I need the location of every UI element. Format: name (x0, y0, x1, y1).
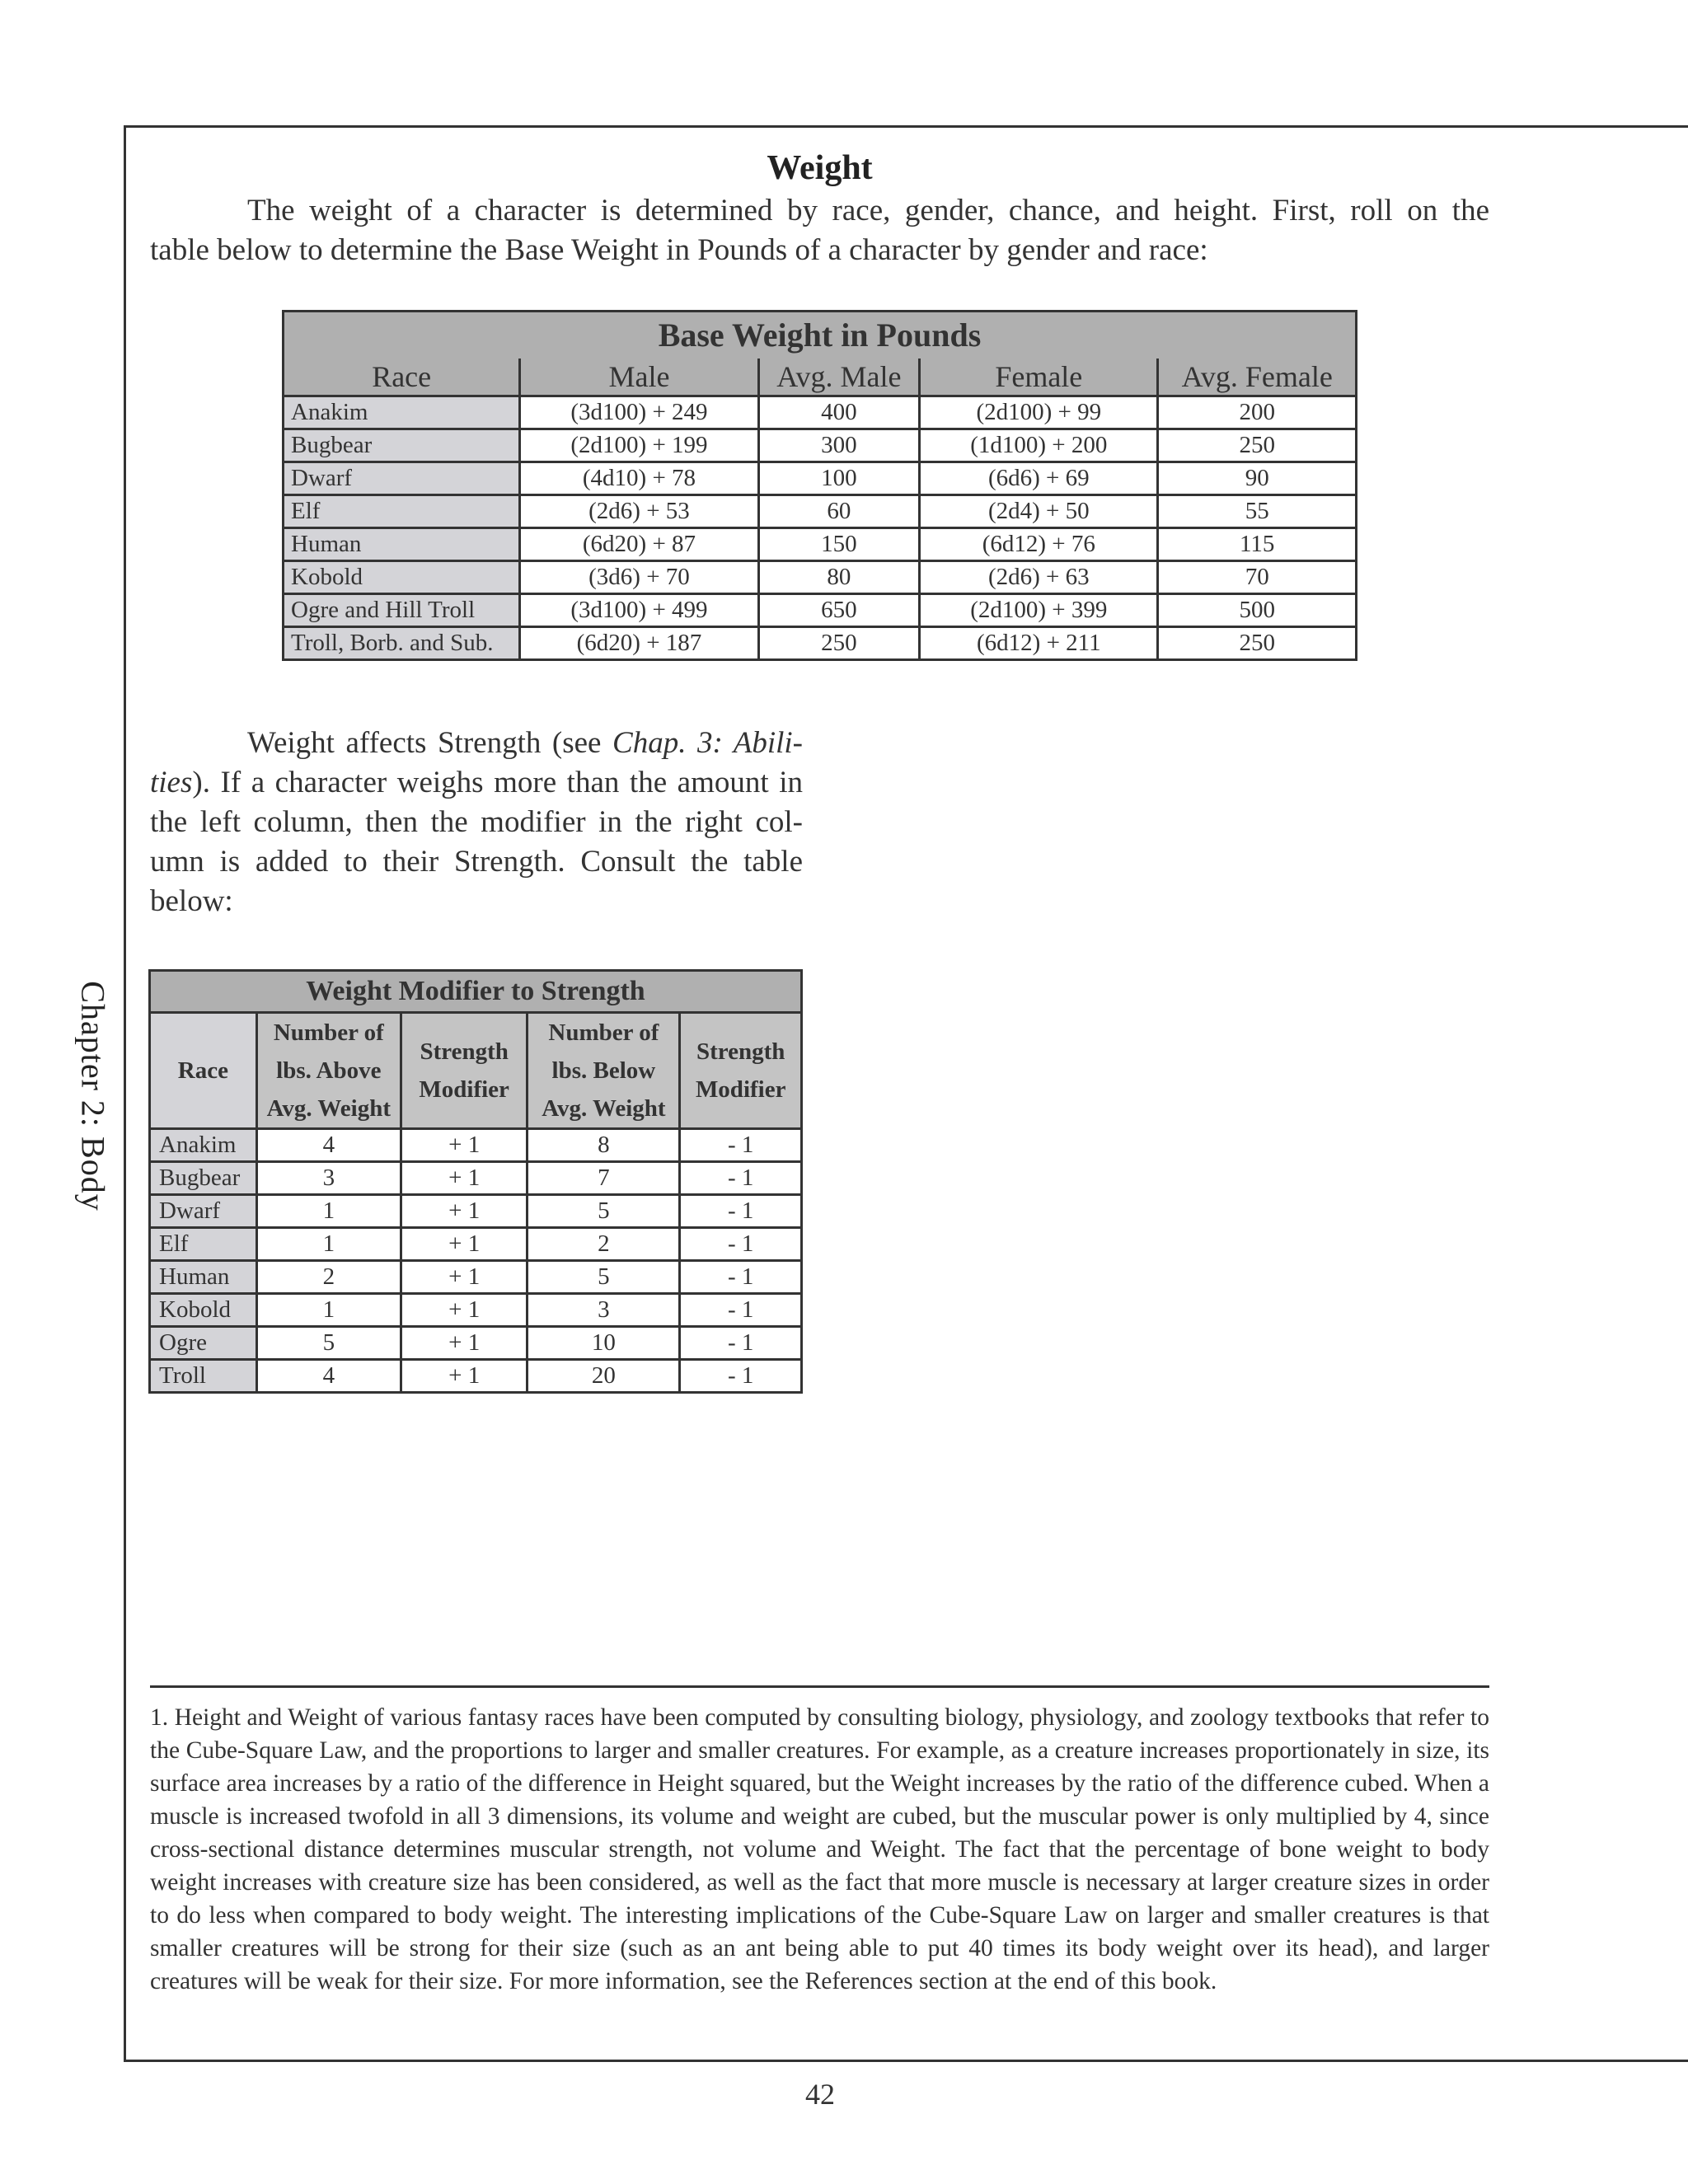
footnote: 1. Height and Weight of various fantasy races have been computed by consulting biology, physiology, and zoology textbooks that refer to the Cube-Square Law, and the proportions to larger and smaller creatures. For example, as a creature increases proportionately in size, its surface area increases by a ratio of the difference in Height squared, but the Weight increases by the ratio of the difference cubed. When a muscle is increased twofold in all 3 dimensions, its volume and weight are cubed, but the muscular power is only multiplied by 4, since cross-sectional distance determines muscular strength, not volume and Weight. The fact that the percentage of bone weight to body weight increases with creature size has been considered, as well as the fact that more muscle is necessary at larger creature sizes in order to do less when compared to body weight. The interesting implications of the Cube-Square Law on larger and smaller creatures is that smaller creatures will be strong for their size (such as an ant being able to put 40 times its body weight over its head), and larger creatures will be weak for their size. For more information, see the References section at the end of this book. (150, 1704, 1489, 1994)
modifier-cell: + 1 (401, 1294, 527, 1327)
lbs-below-cell: 2 (528, 1228, 680, 1261)
race-cell: Bugbear (150, 1162, 257, 1195)
lbs-below-cell: 5 (528, 1261, 680, 1294)
male-formula-cell: (3d100) + 249 (520, 396, 758, 429)
race-cell: Ogre (150, 1327, 257, 1360)
weight-modifier-table (148, 969, 803, 1394)
avg-female-cell: 500 (1158, 594, 1357, 627)
race-cell: Kobold (150, 1294, 257, 1327)
male-formula-cell: (6d20) + 187 (520, 627, 758, 660)
avg-female-cell: 250 (1158, 429, 1357, 462)
lbs-above-cell: 2 (256, 1261, 401, 1294)
lbs-above-cell: 4 (256, 1360, 401, 1393)
table-row (284, 462, 1357, 495)
modifier-cell: + 1 (401, 1228, 527, 1261)
modifier-cell: + 1 (401, 1360, 527, 1393)
strength-paragraph-text-end: ). If a character weighs more than the amount in the left column, then the modifier in the right col-umn is added to their Strength. Consult the table below: (150, 766, 803, 918)
table-row (150, 1228, 802, 1261)
base-weight-caption: Base Weight in Pounds (284, 312, 1357, 359)
lbs-above-cell: 1 (256, 1195, 401, 1228)
female-formula-cell: (6d6) + 69 (920, 462, 1158, 495)
female-formula-cell: (6d12) + 76 (920, 528, 1158, 561)
table-row (150, 1162, 802, 1195)
avg-male-cell: 80 (758, 561, 920, 594)
race-cell: Elf (284, 495, 520, 528)
lbs-above-cell: 4 (256, 1129, 401, 1162)
female-formula-cell: (1d100) + 200 (920, 429, 1158, 462)
lbs-above-cell: 3 (256, 1162, 401, 1195)
column-header: Race (284, 359, 520, 396)
table-row (284, 528, 1357, 561)
lbs-below-cell: 5 (528, 1195, 680, 1228)
modifier-cell: - 1 (680, 1195, 802, 1228)
lbs-above-cell: 1 (256, 1294, 401, 1327)
section-title: Weight (767, 149, 873, 187)
table-row (284, 594, 1357, 627)
modifier-cell: - 1 (680, 1228, 802, 1261)
strength-paragraph-text: Weight affects Strength (see (247, 726, 613, 760)
lbs-above-cell: 5 (256, 1327, 401, 1360)
female-formula-cell: (6d12) + 211 (920, 627, 1158, 660)
modifier-cell: - 1 (680, 1360, 802, 1393)
race-cell: Human (284, 528, 520, 561)
table-row (284, 429, 1357, 462)
avg-female-cell: 200 (1158, 396, 1357, 429)
race-cell: Dwarf (150, 1195, 257, 1228)
modifier-cell: + 1 (401, 1261, 527, 1294)
modifier-cell: + 1 (401, 1195, 527, 1228)
intro-line-1: The weight of a character is determined by race, gender, chance, and height. First, roll on the (247, 194, 1489, 227)
modifier-cell: - 1 (680, 1129, 802, 1162)
avg-male-cell: 250 (758, 627, 920, 660)
base-weight-header-row (284, 359, 1357, 396)
modifier-cell: - 1 (680, 1327, 802, 1360)
table-row (150, 1129, 802, 1162)
lbs-below-cell: 8 (528, 1129, 680, 1162)
modifier-cell: + 1 (401, 1162, 527, 1195)
column-header: Strength Modifier (680, 1013, 802, 1129)
avg-male-cell: 400 (758, 396, 920, 429)
male-formula-cell: (2d100) + 199 (520, 429, 758, 462)
avg-male-cell: 300 (758, 429, 920, 462)
lbs-below-cell: 20 (528, 1360, 680, 1393)
avg-male-cell: 60 (758, 495, 920, 528)
male-formula-cell: (6d20) + 87 (520, 528, 758, 561)
column-header: Avg. Male (758, 359, 920, 396)
race-cell: Anakim (284, 396, 520, 429)
intro-paragraph (150, 191, 1489, 270)
race-cell: Human (150, 1261, 257, 1294)
avg-male-cell: 650 (758, 594, 920, 627)
modifier-cell: + 1 (401, 1129, 527, 1162)
male-formula-cell: (2d6) + 53 (520, 495, 758, 528)
avg-male-cell: 150 (758, 528, 920, 561)
race-cell: Anakim (150, 1129, 257, 1162)
chapter-label: Chapter 2: Body (74, 981, 112, 1212)
male-formula-cell: (4d10) + 78 (520, 462, 758, 495)
modifier-cell: + 1 (401, 1327, 527, 1360)
column-header: Strength Modifier (401, 1013, 527, 1129)
female-formula-cell: (2d4) + 50 (920, 495, 1158, 528)
table-row (284, 627, 1357, 660)
lbs-above-cell: 1 (256, 1228, 401, 1261)
table-row (150, 1261, 802, 1294)
avg-female-cell: 90 (1158, 462, 1357, 495)
column-header: Number of lbs. Above Avg. Weight (256, 1013, 401, 1129)
table-row (284, 561, 1357, 594)
race-cell: Kobold (284, 561, 520, 594)
column-header: Avg. Female (1158, 359, 1357, 396)
table-row (150, 1195, 802, 1228)
lbs-below-cell: 3 (528, 1294, 680, 1327)
column-header: Number of lbs. Below Avg. Weight (528, 1013, 680, 1129)
female-formula-cell: (2d100) + 99 (920, 396, 1158, 429)
table-row (284, 495, 1357, 528)
avg-male-cell: 100 (758, 462, 920, 495)
race-cell: Bugbear (284, 429, 520, 462)
avg-female-cell: 115 (1158, 528, 1357, 561)
lbs-below-cell: 7 (528, 1162, 680, 1195)
base-weight-table (282, 310, 1357, 661)
race-cell: Dwarf (284, 462, 520, 495)
lbs-below-cell: 10 (528, 1327, 680, 1360)
intro-line-2: table below to determine the Base Weight in Pounds of a character by gender and race: (150, 233, 1208, 267)
avg-female-cell: 250 (1158, 627, 1357, 660)
table-row (150, 1294, 802, 1327)
modifier-cell: - 1 (680, 1261, 802, 1294)
column-header: Male (520, 359, 758, 396)
table-row (284, 396, 1357, 429)
column-header: Race (150, 1013, 257, 1129)
weight-modifier-header-row (150, 1013, 802, 1129)
avg-female-cell: 70 (1158, 561, 1357, 594)
race-cell: Elf (150, 1228, 257, 1261)
female-formula-cell: (2d6) + 63 (920, 561, 1158, 594)
weight-modifier-caption: Weight Modifier to Strength (150, 971, 802, 1013)
modifier-cell: - 1 (680, 1162, 802, 1195)
strength-paragraph (150, 724, 803, 921)
footnote-divider (150, 1685, 1489, 1688)
female-formula-cell: (2d100) + 399 (920, 594, 1158, 627)
modifier-cell: - 1 (680, 1294, 802, 1327)
table-row (150, 1360, 802, 1393)
race-cell: Troll, Borb. and Sub. (284, 627, 520, 660)
male-formula-cell: (3d6) + 70 (520, 561, 758, 594)
race-cell: Troll (150, 1360, 257, 1393)
chapter-reference: Chap. 3: Abili-ties (150, 726, 804, 799)
avg-female-cell: 55 (1158, 495, 1357, 528)
column-header: Female (920, 359, 1158, 396)
page-number: 42 (805, 2078, 835, 2111)
male-formula-cell: (3d100) + 499 (520, 594, 758, 627)
table-row (150, 1327, 802, 1360)
race-cell: Ogre and Hill Troll (284, 594, 520, 627)
